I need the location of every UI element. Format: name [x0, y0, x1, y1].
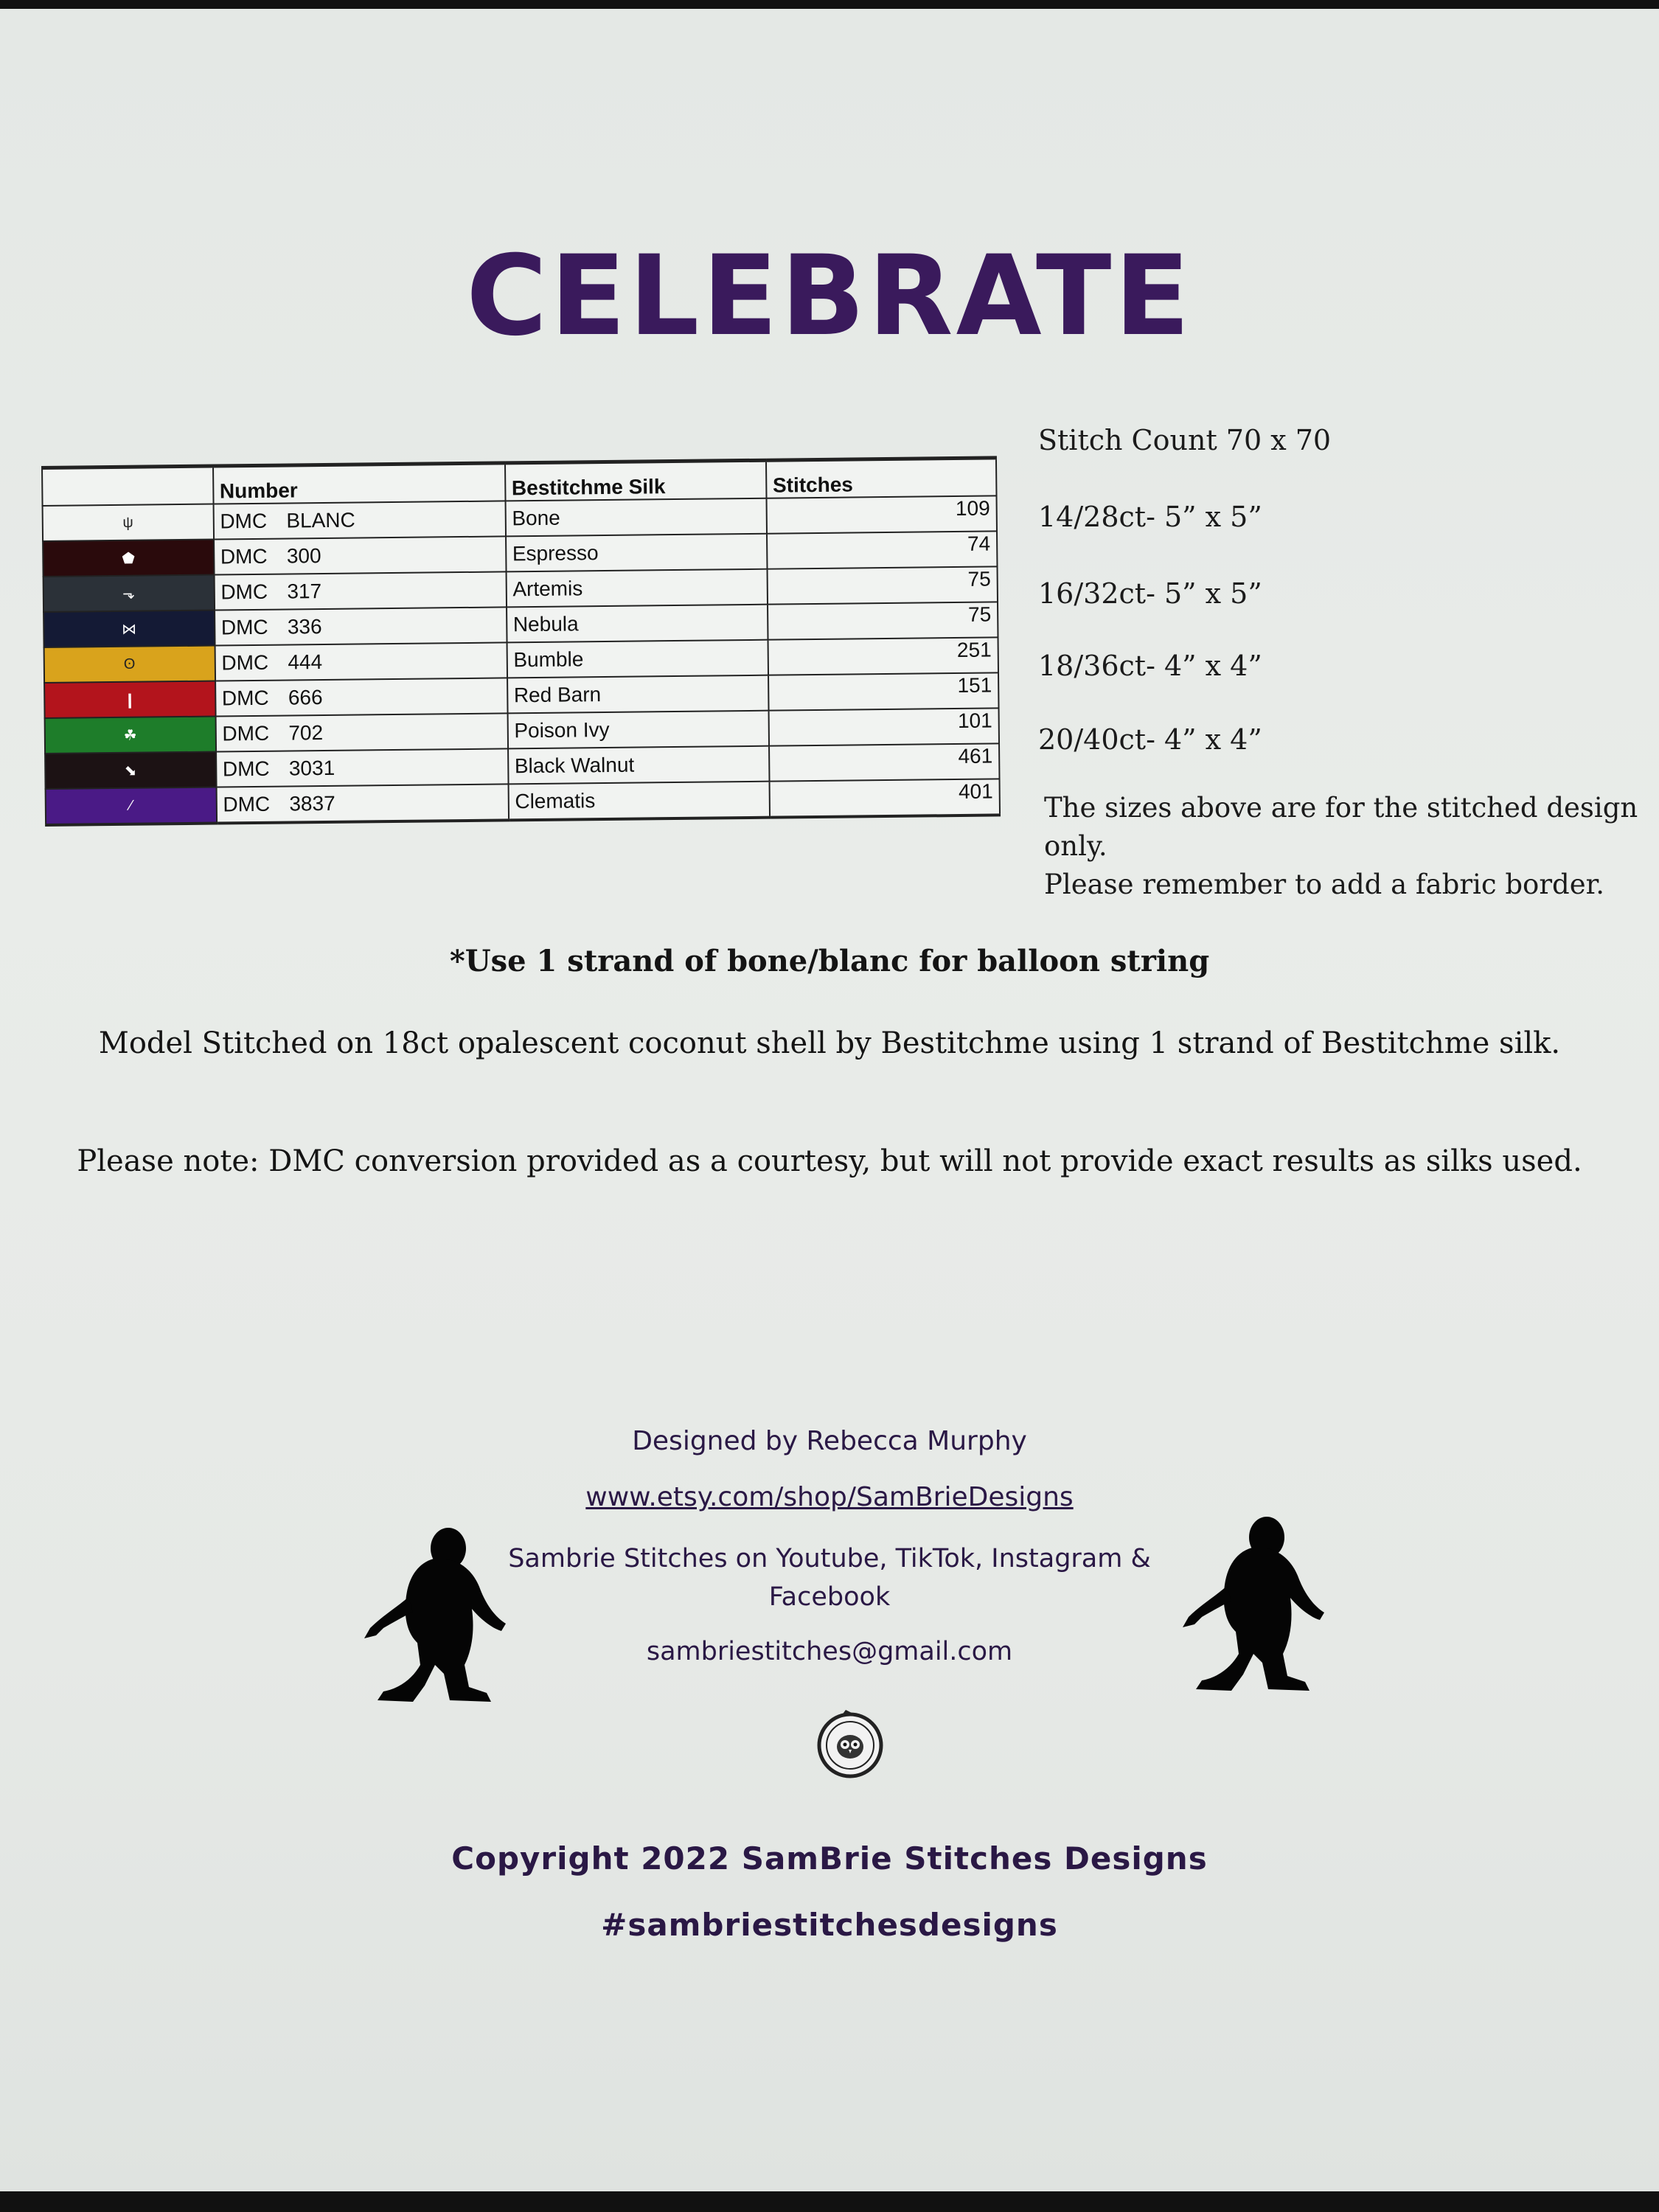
silk-name: Bone	[505, 498, 767, 537]
floss-code: 300	[286, 544, 321, 568]
balloon-string-note: *Use 1 strand of bone/blanc for balloon string	[449, 944, 1210, 978]
color-swatch	[43, 504, 214, 541]
floss-number	[215, 642, 507, 681]
stitch-symbol: ʘ	[123, 655, 136, 672]
floss-number	[214, 536, 506, 574]
stitch-symbol: ☘	[123, 727, 137, 744]
owl-badge-icon	[815, 1708, 886, 1779]
floss-code: BLANC	[286, 508, 355, 532]
stitch-symbol: ⬊	[124, 762, 137, 779]
color-swatch	[44, 681, 215, 718]
bigfoot-silhouette-icon	[361, 1520, 509, 1705]
socials-text: Sambrie Stitches on Youtube, TikTok, Instagram & Facebook	[508, 1544, 1151, 1612]
floss-number	[216, 784, 509, 823]
bigfoot-silhouette-icon	[1180, 1509, 1327, 1694]
stitch-total: 74	[767, 531, 998, 568]
floss-code: 3837	[289, 791, 335, 815]
silk-name: Bumble	[507, 640, 768, 678]
stitch-symbol: ❙	[123, 692, 136, 709]
floss-number	[213, 501, 505, 539]
dmc-conversion-note: Please note: DMC conversion provided as a courtesy, but will not provide exact results as silks used.	[77, 1144, 1582, 1178]
color-swatch	[44, 646, 215, 683]
etsy-link[interactable]: www.etsy.com/shop/SamBrieDesigns	[585, 1482, 1074, 1512]
floss-brand: DMC	[223, 792, 271, 816]
floss-brand: DMC	[220, 509, 268, 533]
floss-code: 666	[288, 686, 323, 709]
floss-code: 444	[288, 650, 323, 674]
header-stitches: Stitches	[766, 458, 997, 498]
floss-brand: DMC	[220, 544, 268, 568]
stitch-symbol: ψ	[122, 514, 133, 531]
floss-number	[215, 607, 507, 645]
stitch-total: 75	[768, 602, 998, 639]
color-swatch	[44, 575, 215, 612]
floss-brand: DMC	[220, 615, 268, 639]
floss-code: 317	[287, 580, 322, 603]
pattern-page	[0, 9, 1659, 2191]
floss-code: 702	[288, 721, 324, 745]
header-swatch	[42, 466, 213, 506]
pattern-title: CELEBRATE	[466, 232, 1193, 361]
size-20ct: 20/40ct- 4” x 4”	[1038, 723, 1262, 756]
silk-name: Clematis	[508, 782, 770, 821]
floss-brand: DMC	[221, 650, 269, 675]
stitch-total: 109	[766, 495, 997, 533]
floss-number	[215, 713, 507, 751]
size-14ct: 14/28ct- 5” x 5”	[1038, 501, 1262, 533]
stitch-symbol: ⁄	[129, 797, 133, 814]
floss-number	[215, 678, 507, 716]
floss-brand: DMC	[220, 580, 268, 604]
floss-number	[216, 748, 508, 787]
floss-code: 3031	[288, 756, 335, 780]
silk-name: Black Walnut	[508, 746, 770, 785]
color-key-table	[41, 456, 1001, 827]
stitch-total: 461	[769, 743, 1000, 781]
size-note	[1044, 789, 1649, 904]
silk-name: Nebula	[507, 605, 768, 643]
silk-name: Poison Ivy	[507, 711, 769, 749]
color-key-body	[43, 495, 1000, 825]
color-swatch	[46, 787, 217, 825]
stitch-total: 75	[767, 566, 998, 604]
stitch-symbol: ⬟	[122, 550, 135, 567]
stitch-total: 151	[768, 672, 999, 710]
silk-name: Red Barn	[507, 675, 769, 714]
size-note-line-1: The sizes above are for the stitched design only.	[1044, 792, 1638, 862]
designer-credit: Designed by Rebecca Murphy	[632, 1426, 1027, 1456]
floss-brand: DMC	[222, 757, 270, 781]
size-note-line-2: Please remember to add a fabric border.	[1044, 869, 1604, 900]
stitch-count: Stitch Count 70 x 70	[1038, 424, 1332, 456]
header-silk: Bestitchme Silk	[505, 460, 767, 501]
floss-brand: DMC	[222, 721, 270, 745]
stitch-symbol: ⋈	[121, 621, 137, 638]
floss-brand: DMC	[221, 686, 269, 710]
header-number: Number	[213, 463, 506, 504]
color-swatch	[45, 752, 216, 789]
floss-number	[214, 571, 506, 610]
stitch-total: 101	[768, 708, 999, 745]
stitch-symbol: ⬎	[122, 585, 136, 602]
color-swatch	[45, 717, 216, 754]
copyright-text: Copyright 2022 SamBrie Stitches Designs	[451, 1840, 1208, 1877]
stitch-total: 251	[768, 637, 998, 675]
model-stitched-note: Model Stitched on 18ct opalescent coconut shell by Bestitchme using 1 strand of Bestitchme silk.	[98, 1026, 1561, 1060]
stitch-total: 401	[769, 779, 1000, 817]
color-swatch	[44, 611, 215, 647]
silk-name: Espresso	[506, 534, 768, 572]
size-16ct: 16/32ct- 5” x 5”	[1038, 577, 1262, 610]
email-address[interactable]: sambriestitches@gmail.com	[646, 1637, 1013, 1666]
hashtag-text: #sambriestitchesdesigns	[601, 1907, 1058, 1943]
color-swatch	[43, 540, 214, 577]
floss-code: 336	[287, 615, 322, 639]
silk-name: Artemis	[506, 569, 768, 608]
size-18ct: 18/36ct- 4” x 4”	[1038, 650, 1262, 682]
